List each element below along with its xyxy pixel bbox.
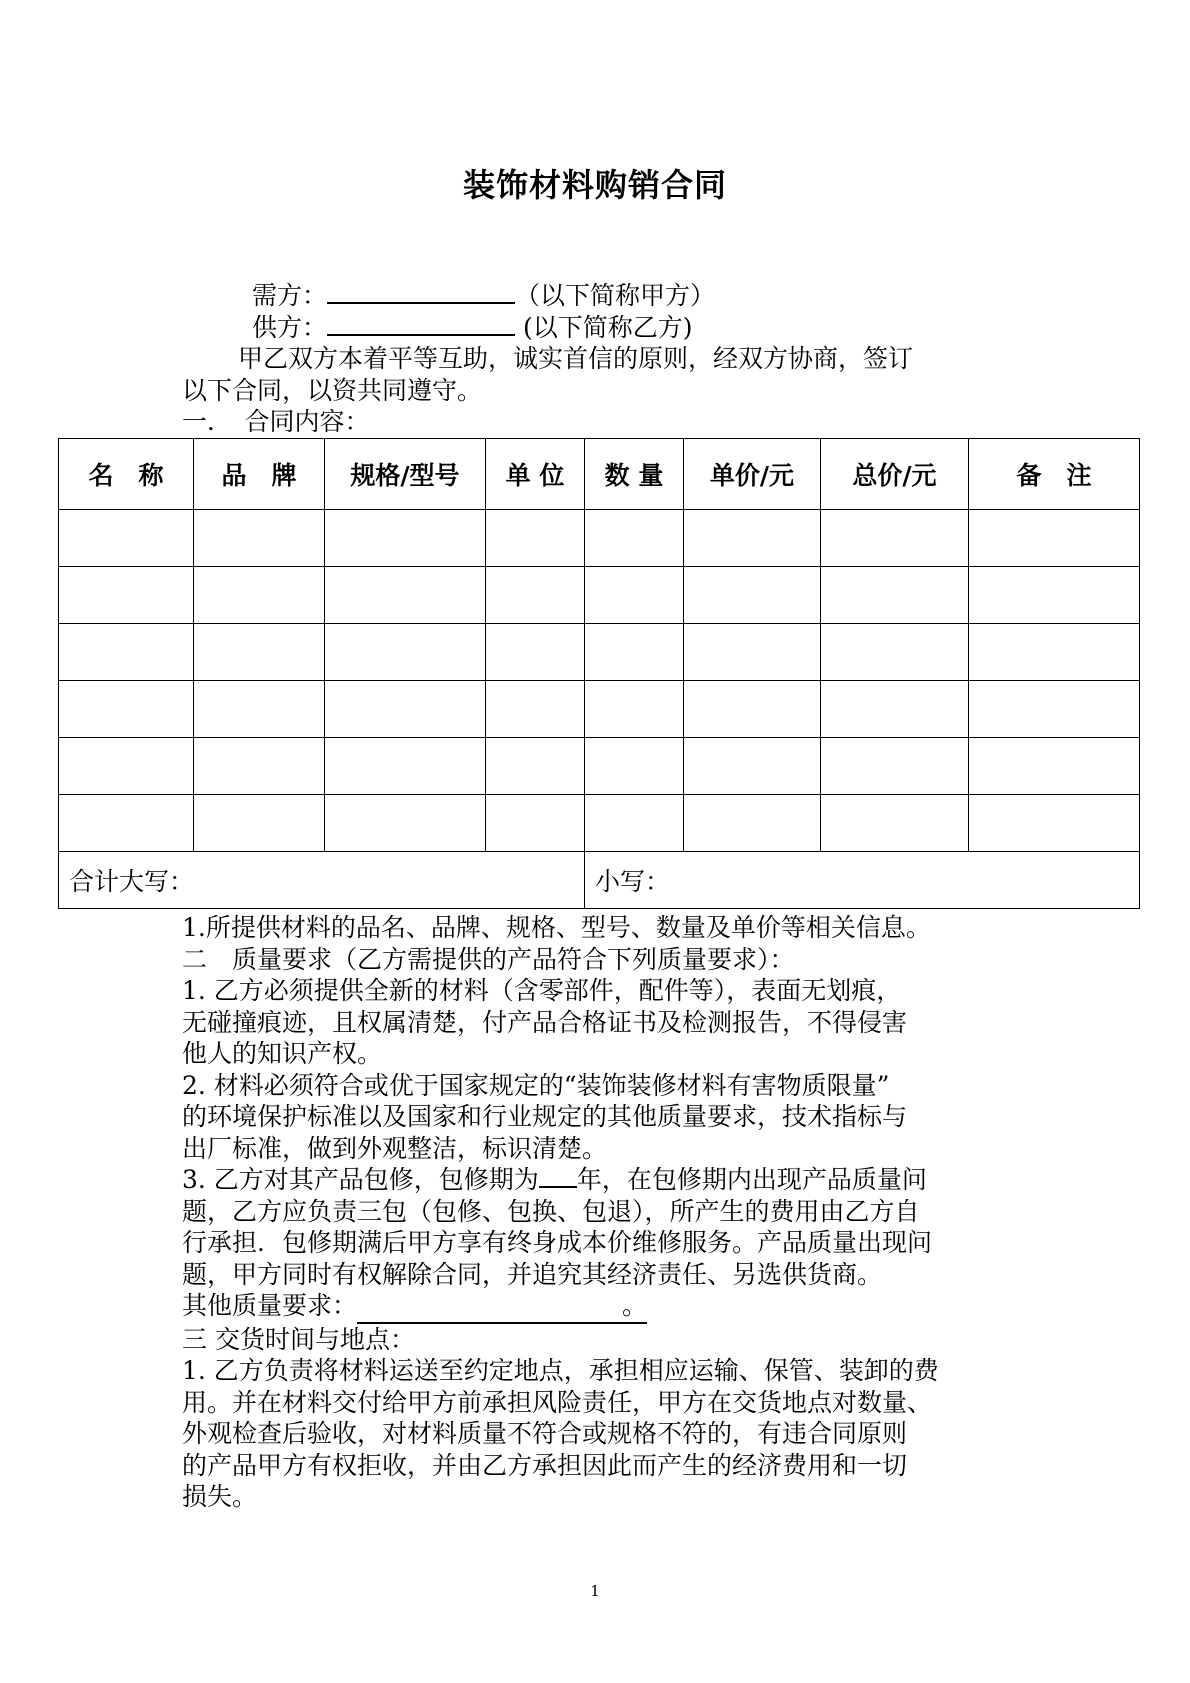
paragraph-line: 行承担．包修期满后甲方享有终身成本价维修服务。产品质量出现问 — [182, 1228, 933, 1257]
paragraph-line: 1. 乙方负责将材料运送至约定地点，承担相应运输、保管、装卸的费 — [182, 1356, 939, 1385]
paragraph-line: 外观检查后验收，对材料质量不符合或规格不符的，有违合同原则 — [182, 1419, 908, 1448]
table-cell[interactable] — [59, 681, 194, 738]
table-cell[interactable] — [969, 510, 1140, 567]
table-cell[interactable] — [969, 567, 1140, 624]
table-row — [59, 624, 1140, 681]
seller-name-blank[interactable] — [327, 312, 515, 336]
contract-items-table — [58, 438, 1140, 909]
table-cell[interactable] — [585, 795, 684, 852]
table-cell[interactable] — [821, 567, 969, 624]
paragraph-line: 的产品甲方有权拒收，并由乙方承担因此而产生的经济费用和一切 — [182, 1450, 908, 1480]
table-cell[interactable] — [684, 567, 821, 624]
seller-label: 供方： — [252, 312, 328, 342]
table-cell[interactable] — [821, 738, 969, 795]
buyer-suffix: （以下简称甲方） — [515, 281, 716, 310]
table-cell[interactable] — [59, 567, 194, 624]
table-cell[interactable] — [59, 738, 194, 795]
table-cell[interactable] — [969, 738, 1140, 795]
table-row — [59, 510, 1140, 567]
other-quality-label: 其他质量要求： — [182, 1291, 358, 1320]
header-remarks: 备 注 — [969, 439, 1140, 510]
warranty-line — [182, 1164, 1012, 1196]
total-uppercase-label: 合计大写： — [69, 867, 195, 896]
table-cell[interactable] — [585, 567, 684, 624]
buyer-line — [182, 280, 1012, 312]
paragraph-line: 的环境保护标准以及国家和行业规定的其他质量要求，技术指标与 — [182, 1102, 908, 1131]
table-cell[interactable] — [486, 567, 585, 624]
buyer-name-blank[interactable] — [327, 280, 515, 304]
table-header-row — [59, 439, 1140, 510]
paragraph-line: 题，甲方同时有权解除合同，并追究其经济责任、另选供货商。 — [182, 1259, 883, 1289]
seller-suffix: (以下简称乙方) — [515, 312, 693, 342]
table-row — [59, 795, 1140, 852]
paragraph-line: 无碰撞痕迹，且权属清楚，付产品合格证书及检测报告，不得侵害 — [182, 1007, 908, 1037]
table-cell[interactable] — [59, 510, 194, 567]
table-cell[interactable] — [969, 624, 1140, 681]
table-row — [59, 681, 1140, 738]
paragraph-line: 损失。 — [182, 1482, 258, 1511]
table-cell[interactable] — [59, 795, 194, 852]
table-cell[interactable] — [486, 510, 585, 567]
section-1-heading: 一． 合同内容： — [182, 407, 370, 436]
warranty-years-blank[interactable] — [539, 1164, 577, 1188]
table-cell[interactable] — [684, 738, 821, 795]
warranty-prefix: 3. 乙方对其产品包修，包修期为 — [182, 1165, 539, 1194]
table-cell[interactable] — [194, 567, 325, 624]
paragraph-line: 1. 乙方必须提供全新的材料（含零部件，配件等），表面无划痕， — [182, 976, 902, 1005]
table-cell[interactable] — [684, 681, 821, 738]
intro-line-1: 甲乙双方本着平等互助，诚实首信的原则，经双方协商，签订 — [238, 344, 914, 373]
table-cell[interactable] — [585, 624, 684, 681]
header-name: 名 称 — [59, 439, 194, 510]
table-cell[interactable] — [486, 795, 585, 852]
table-cell[interactable] — [194, 795, 325, 852]
table-cell[interactable] — [684, 795, 821, 852]
table-cell[interactable] — [585, 510, 684, 567]
header-total-price: 总价/元 — [821, 439, 969, 510]
total-uppercase-cell[interactable] — [59, 852, 585, 909]
paragraph-line: 出厂标准，做到外观整洁，标识清楚。 — [182, 1133, 608, 1163]
paragraph-line: 1.所提供材料的品名、品牌、规格、型号、数量及单价等相关信息。 — [182, 913, 931, 942]
intro-line-2: 以下合同，以资共同遵守。 — [182, 375, 483, 405]
seller-line — [182, 312, 1012, 344]
table-cell[interactable] — [585, 681, 684, 738]
contract-terms — [182, 912, 1012, 1513]
table-cell[interactable] — [59, 624, 194, 681]
paragraph-line: 题，乙方应负责三包（包修、包换、包退），所产生的费用由乙方自 — [182, 1196, 920, 1226]
table-cell[interactable] — [325, 624, 486, 681]
table-cell[interactable] — [325, 795, 486, 852]
table-cell[interactable] — [486, 624, 585, 681]
table-cell[interactable] — [194, 510, 325, 567]
table-cell[interactable] — [684, 510, 821, 567]
table-cell[interactable] — [821, 681, 969, 738]
table-total-row — [59, 852, 1140, 909]
table-cell[interactable] — [486, 681, 585, 738]
section-3-heading: 三 交货时间与地点： — [182, 1324, 415, 1354]
table-cell[interactable] — [969, 795, 1140, 852]
table-cell[interactable] — [325, 738, 486, 795]
total-lowercase-cell[interactable] — [585, 852, 1140, 909]
party-block — [182, 280, 1012, 438]
table-cell[interactable] — [194, 738, 325, 795]
table-cell[interactable] — [821, 624, 969, 681]
table-cell[interactable] — [325, 681, 486, 738]
table-cell[interactable] — [325, 510, 486, 567]
header-unit: 单 位 — [486, 439, 585, 510]
table-row — [59, 567, 1140, 624]
table-cell[interactable] — [821, 795, 969, 852]
table-row — [59, 738, 1140, 795]
table-cell[interactable] — [194, 681, 325, 738]
paragraph-line: 他人的知识产权。 — [182, 1039, 383, 1068]
section-2-heading: 二 质量要求（乙方需提供的产品符合下列质量要求）： — [182, 944, 795, 974]
table-cell[interactable] — [585, 738, 684, 795]
header-spec-model: 规格/型号 — [325, 439, 486, 510]
table-cell[interactable] — [486, 738, 585, 795]
table-cell[interactable] — [194, 624, 325, 681]
header-quantity: 数 量 — [585, 439, 684, 510]
page-number: 1 — [590, 1582, 600, 1600]
table-cell[interactable] — [821, 510, 969, 567]
header-brand: 品 牌 — [194, 439, 325, 510]
total-lowercase-label: 小写： — [595, 867, 671, 896]
header-unit-price: 单价/元 — [684, 439, 821, 510]
table-cell[interactable] — [684, 624, 821, 681]
document-title: 装饰材料购销合同 — [462, 166, 727, 204]
other-quality-end: 。 — [622, 1291, 648, 1320]
buyer-label: 需方： — [252, 281, 328, 310]
paragraph-line: 用。并在材料交付给甲方前承担风险责任，甲方在交货地点对数量、 — [182, 1387, 933, 1417]
table-cell[interactable] — [969, 681, 1140, 738]
warranty-suffix: 年，在包修期内出现产品质量问 — [576, 1165, 927, 1194]
paragraph-line: 2. 材料必须符合或优于国家规定的“装饰装修材料有害物质限量” — [182, 1070, 890, 1100]
table-cell[interactable] — [325, 567, 486, 624]
other-quality-line — [182, 1290, 1012, 1324]
other-quality-blank[interactable] — [357, 1290, 647, 1324]
